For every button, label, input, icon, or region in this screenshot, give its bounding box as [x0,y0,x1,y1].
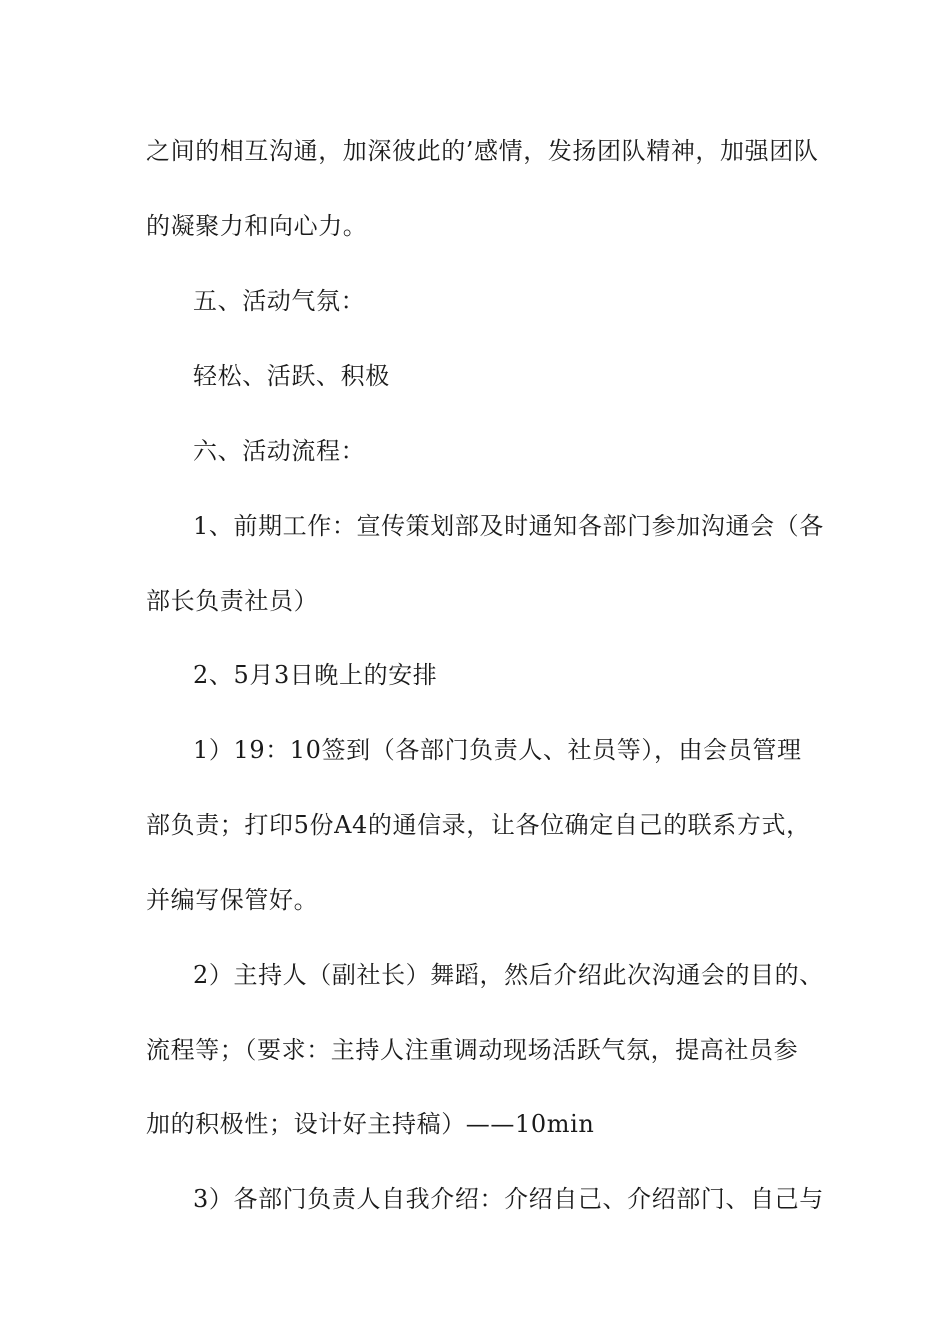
paragraph-line: 轻松、活跃、积极 [193,362,390,390]
paragraph-line: 流程等；（要求：主持人注重调动现场活跃气氛，提高社员参 [146,1036,799,1064]
list-item: 1、前期工作：宣传策划部及时通知各部门参加沟通会（各 [193,512,824,540]
list-item: 1）19：10签到（各部门负责人、社员等），由会员管理 [193,736,802,764]
list-item: 2、5月3日晚上的安排 [193,661,438,689]
section-heading: 五、活动气氛： [193,287,366,315]
list-item: 2）主持人（副社长）舞蹈，然后介绍此次沟通会的目的、 [193,961,824,989]
list-item: 3）各部门负责人自我介绍：介绍自己、介绍部门、自己与 [193,1185,824,1213]
paragraph-line: 并编写保管好。 [146,886,319,914]
section-heading: 六、活动流程： [193,437,366,465]
paragraph-line: 部负责；打印5份A4的通信录，让各位确定自己的联系方式， [146,811,811,839]
paragraph-line: 加的积极性；设计好主持稿）——10min [146,1110,595,1138]
paragraph-line: 部长负责社员） [146,587,319,615]
paragraph-line: 之间的相互沟通，加深彼此的’感情，发扬团队精神，加强团队 [146,137,819,165]
paragraph-line: 的凝聚力和向心力。 [146,212,368,240]
